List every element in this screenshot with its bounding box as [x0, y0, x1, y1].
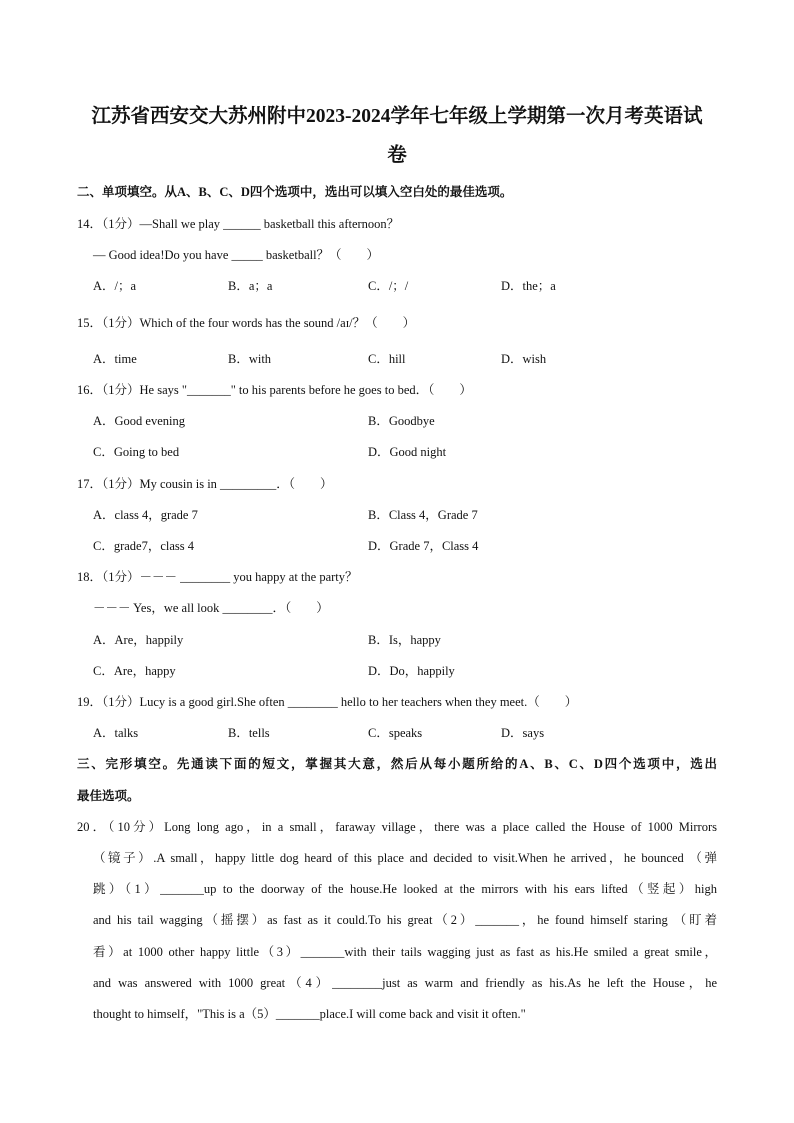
question-stem: 17．（1分）My cousin is in _________．（ ）: [77, 477, 333, 491]
option-b: B．a；a: [228, 279, 273, 293]
option-a: A．class 4，grade 7: [93, 508, 198, 522]
option-a: A．Are，happily: [93, 633, 184, 647]
option-d: D．Good night: [368, 445, 447, 459]
option-b: B．Is，happy: [368, 633, 441, 647]
passage-line: 跳）（1）_______up to the doorway of the house.He looked at the mirrors with his ears lifted（竖起）high: [93, 882, 717, 896]
option-a: A．time: [93, 352, 137, 366]
exam-title-line1: 江苏省西安交大苏州附中2023-2024学年七年级上学期第一次月考英语试: [91, 106, 703, 127]
section3-heading: 三、完形填空。先通读下面的短文，掌握其大意，然后从每小题所给的A、B、C、D四个选项中，选出: [77, 757, 717, 771]
option-c: C．grade7，class 4: [93, 539, 195, 553]
option-d: D．Grade 7，Class 4: [368, 539, 479, 553]
question-stem: 15．（1分）Which of the four words has the sound /aɪ/？（ ）: [77, 316, 416, 330]
option-d: D．wish: [501, 352, 547, 366]
passage-line: 20．（10分）Long long ago，in a small，faraway village，there was a place called the House of 1000 Mirrors: [77, 820, 717, 834]
option-a: A．talks: [93, 726, 139, 740]
passage-line: and his tail wagging（摇摆）as fast as it could.To his great（2）_______，he found himself staring （盯着: [93, 913, 717, 927]
option-c: C．hill: [368, 352, 406, 366]
passage-line: thought to himself，"This is a（5）_______place.I will come back and visit it often.": [93, 1007, 526, 1021]
option-b: B．Class 4，Grade 7: [368, 508, 478, 522]
passage-line: 看）at 1000 other happy little（3）_______with their tails wagging just as fast as his.He smiled a great smile，: [93, 945, 717, 959]
question-stem: 18．（1分）－－－ ________ you happy at the party？: [77, 570, 358, 584]
option-b: B．Goodbye: [368, 414, 435, 428]
question-stem-continued: — Good idea!Do you have _____ basketball？（ ）: [93, 248, 380, 262]
option-c: C．speaks: [368, 726, 423, 740]
option-c: C．/；/: [368, 279, 409, 293]
option-c: C．Are，happy: [93, 664, 176, 678]
option-b: B．tells: [228, 726, 270, 740]
option-d: D．Do，happily: [368, 664, 455, 678]
passage-line: （镜子）.A small，happy little dog heard of this place and decided to visit.When he arrived，he bounced （弹: [93, 851, 717, 865]
option-b: B．with: [228, 352, 272, 366]
section3-heading-continued: 最佳选项。: [77, 789, 140, 803]
passage-line: and was answered with 1000 great（4）________just as warm and friendly as his.As he left the House，he: [93, 976, 717, 990]
option-d: D．says: [501, 726, 545, 740]
question-stem: 14．（1分）—Shall we play ______ basketball this afternoon？: [77, 217, 400, 231]
option-a: A．/；a: [93, 279, 137, 293]
question-stem: 19．（1分）Lucy is a good girl.She often ________ hello to her teachers when they meet.（ ）: [77, 695, 578, 709]
question-stem: 16．（1分）He says "_______" to his parents before he goes to bed．（ ）: [77, 383, 472, 397]
option-d: D．the；a: [501, 279, 556, 293]
question-stem-continued: －－－ Yes，we all look ________．（ ）: [93, 601, 329, 615]
option-a: A．Good evening: [93, 414, 185, 428]
exam-title-line2: 卷: [387, 145, 407, 166]
option-c: C．Going to bed: [93, 445, 180, 459]
section2-heading: 二、单项填空。从A、B、C、D四个选项中，选出可以填入空白处的最佳选项。: [77, 185, 513, 199]
